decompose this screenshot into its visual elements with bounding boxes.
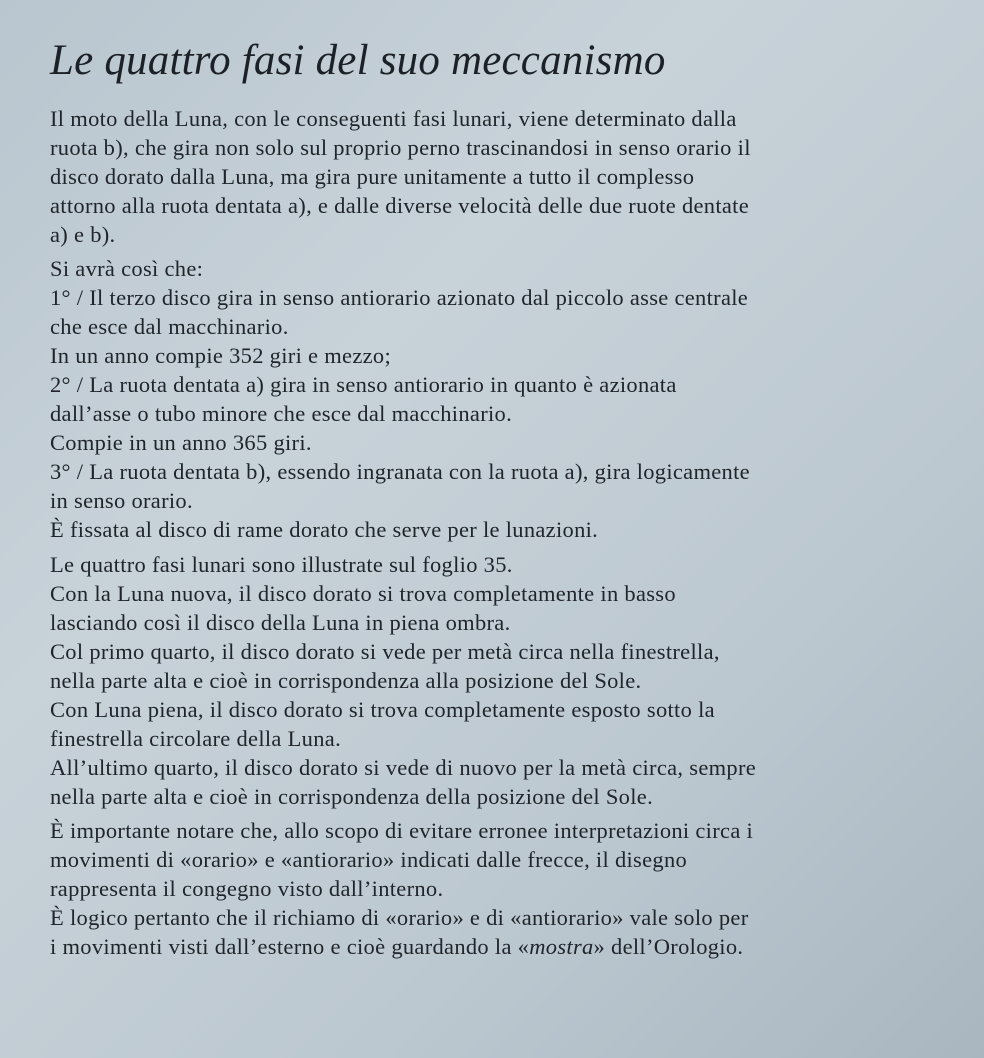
text-line: 2° / La ruota dentata a) gira in senso antiorario in quanto è azionata (50, 372, 677, 397)
final-line-italic: mostra (529, 934, 594, 959)
page-title: Le quattro fasi del suo meccanismo (50, 37, 666, 84)
document-body (50, 104, 950, 966)
text-line: rappresenta il congegno visto dall’interno. (50, 876, 444, 901)
text-line: Con la Luna nuova, il disco dorato si trova completamente in basso (50, 581, 676, 606)
text-line: 3° / La ruota dentata b), essendo ingranata con la ruota a), gira logicamente (50, 459, 750, 484)
text-line: Le quattro fasi lunari sono illustrate sul foglio 35. (50, 552, 513, 577)
text-line: nella parte alta e cioè in corrispondenza alla posizione del Sole. (50, 668, 642, 693)
text-line: È importante notare che, allo scopo di evitare erronee interpretazioni circa i (50, 818, 754, 843)
text-line: a) e b). (50, 222, 116, 247)
final-line-before: i movimenti visti dall’esterno e cioè guardando la « (50, 934, 530, 959)
text-line-final (50, 932, 950, 961)
text-line: Compie in un anno 365 giri. (50, 430, 312, 455)
paragraph-steps (50, 254, 950, 544)
text-line: finestrella circolare della Luna. (50, 726, 341, 751)
text-line: È fissata al disco di rame dorato che serve per le lunazioni. (50, 517, 599, 542)
text-line: In un anno compie 352 giri e mezzo; (50, 343, 392, 368)
text-line: disco dorato dalla Luna, ma gira pure unitamente a tutto il complesso (50, 164, 695, 189)
paragraph-phases (50, 550, 950, 811)
paragraph-note (50, 816, 950, 961)
text-line: lasciando così il disco della Luna in piena ombra. (50, 610, 511, 635)
text-line: Si avrà così che: (50, 256, 204, 281)
text-line: Il moto della Luna, con le conseguenti fasi lunari, viene determinato dalla (50, 106, 737, 131)
text-line: All’ultimo quarto, il disco dorato si vede di nuovo per la metà circa, sempre (50, 755, 757, 780)
text-line: movimenti di «orario» e «antiorario» indicati dalle frecce, il disegno (50, 847, 688, 872)
text-line: 1° / Il terzo disco gira in senso antiorario azionato dal piccolo asse centrale (50, 285, 749, 310)
final-line-after: » dell’Orologio. (593, 934, 744, 959)
text-line: ruota b), che gira non solo sul proprio perno trascinandosi in senso orario il (50, 135, 751, 160)
paragraph-intro (50, 104, 950, 249)
text-line: in senso orario. (50, 488, 193, 513)
text-line: attorno alla ruota dentata a), e dalle diverse velocità delle due ruote dentate (50, 193, 750, 218)
text-line: Con Luna piena, il disco dorato si trova completamente esposto sotto la (50, 697, 715, 722)
text-line: dall’asse o tubo minore che esce dal macchinario. (50, 401, 513, 426)
text-line: È logico pertanto che il richiamo di «orario» e di «antiorario» vale solo per (50, 905, 749, 930)
text-line: nella parte alta e cioè in corrispondenza della posizione del Sole. (50, 784, 653, 809)
text-line: che esce dal macchinario. (50, 314, 289, 339)
text-line: Col primo quarto, il disco dorato si vede per metà circa nella finestrella, (50, 639, 720, 664)
